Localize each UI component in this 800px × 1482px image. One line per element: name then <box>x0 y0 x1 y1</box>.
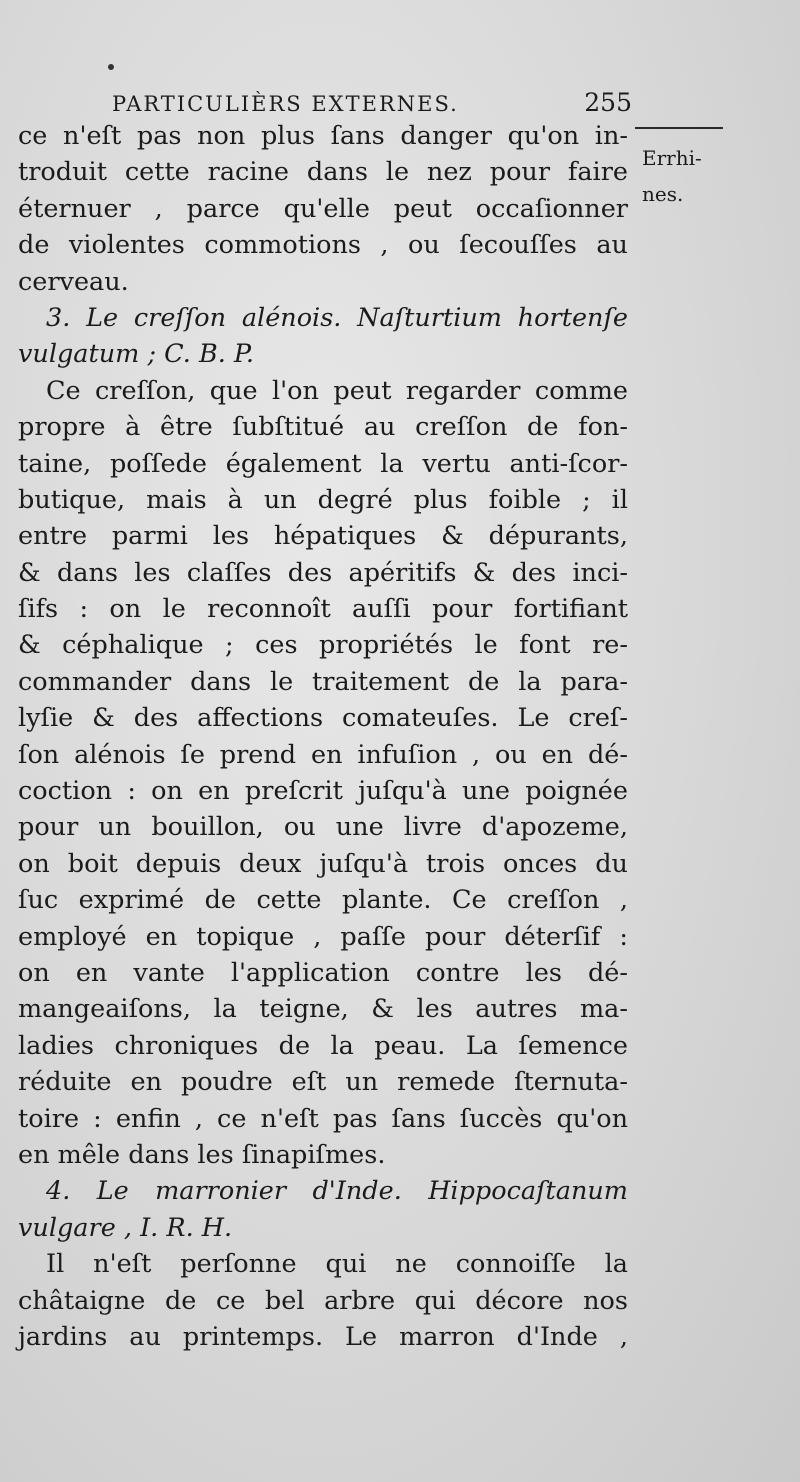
margin-note <box>642 140 742 212</box>
text-line: Il n'eſt perſonne qui ne connoiſſe la <box>46 1249 628 1280</box>
text-line: ſifs : on le reconnoît auſſi pour fortifiant <box>18 594 628 625</box>
text-line: coction : on en preſcrit juſqu'à une poignée <box>18 776 628 807</box>
body-text <box>18 118 628 1355</box>
running-title: PARTICULIÈRS EXTERNES. <box>112 92 459 116</box>
text-line: ſon alénois ſe prend en infuſion , ou en dé- <box>18 739 628 770</box>
text-line: réduite en poudre eſt un remede ſternuta- <box>18 1067 628 1098</box>
entry-heading-line <box>18 1210 628 1246</box>
margin-note-line: nes. <box>642 182 684 206</box>
text-line: ſuc exprimé de cette plante. Ce creſſon , <box>18 885 628 916</box>
text-line: entre parmi les hépatiques & dépurants, <box>18 521 628 552</box>
text-line: employé en topique , paſſe pour déterſif : <box>18 921 628 952</box>
text-line: & dans les claſſes des apéritifs & des inci- <box>18 557 628 588</box>
text-line: Ce creſſon, que l'on peut regarder comme <box>46 375 628 406</box>
text-line: commander dans le traitement de la para- <box>18 666 628 697</box>
entry-heading-line <box>18 336 628 372</box>
text-line: éternuer , parce qu'elle peut occaſionner <box>18 193 628 224</box>
text-line: mangeaiſons, la teigne, & les autres ma- <box>18 994 628 1025</box>
entry-heading: vulgare , I. R. H. <box>18 1212 233 1243</box>
running-header <box>112 86 632 122</box>
entry-heading: vulgatum ; C. B. P. <box>18 339 255 370</box>
margin-rule <box>635 127 723 129</box>
margin-note-line: Errhi- <box>642 146 702 170</box>
text-line: & céphalique ; ces propriétés le font re- <box>18 630 628 661</box>
ink-speck <box>108 64 114 70</box>
text-line: lyſie & des affections comateuſes. Le creſ- <box>18 703 628 734</box>
text-line: on en vante l'application contre les dé- <box>18 957 628 988</box>
text-line: châtaigne de ce bel arbre qui décore nos <box>18 1285 628 1316</box>
text-line: ladies chroniques de la peau. La ſemence <box>18 1030 628 1061</box>
text-line: butique, mais à un degré plus foible ; il <box>18 484 628 515</box>
text-line: toire : enfin , ce n'eſt pas ſans ſuccès qu'on <box>18 1103 628 1134</box>
text-line: ce n'eſt pas non plus ſans danger qu'on in- <box>18 121 628 151</box>
entry-heading-line <box>18 1173 628 1209</box>
text-line: propre à être ſubſtitué au creſſon de fon- <box>18 412 628 443</box>
text-line: troduit cette racine dans le nez pour faire <box>18 157 628 188</box>
text-line: jardins au printemps. Le marron d'Inde , <box>18 1321 628 1352</box>
text-line: taine, poſſede également la vertu anti-ſcor- <box>18 448 628 479</box>
entry-heading: 4. Le marronier d'Inde. Hippocaſtanum <box>46 1176 628 1207</box>
text-line: en mêle dans les ſinapiſmes. <box>18 1139 386 1170</box>
text-line: pour un bouillon, ou une livre d'apozeme, <box>18 812 628 843</box>
entry-heading: 3. Le creſſon alénois. Naſturtium hortenſe <box>46 302 628 333</box>
text-line: cerveau. <box>18 266 129 297</box>
page-number: 255 <box>584 88 632 117</box>
text-line: on boit depuis deux juſqu'à trois onces du <box>18 848 628 879</box>
entry-heading-line <box>18 300 628 336</box>
text-line: de violentes commotions , ou ſecouſſes au <box>18 230 628 261</box>
